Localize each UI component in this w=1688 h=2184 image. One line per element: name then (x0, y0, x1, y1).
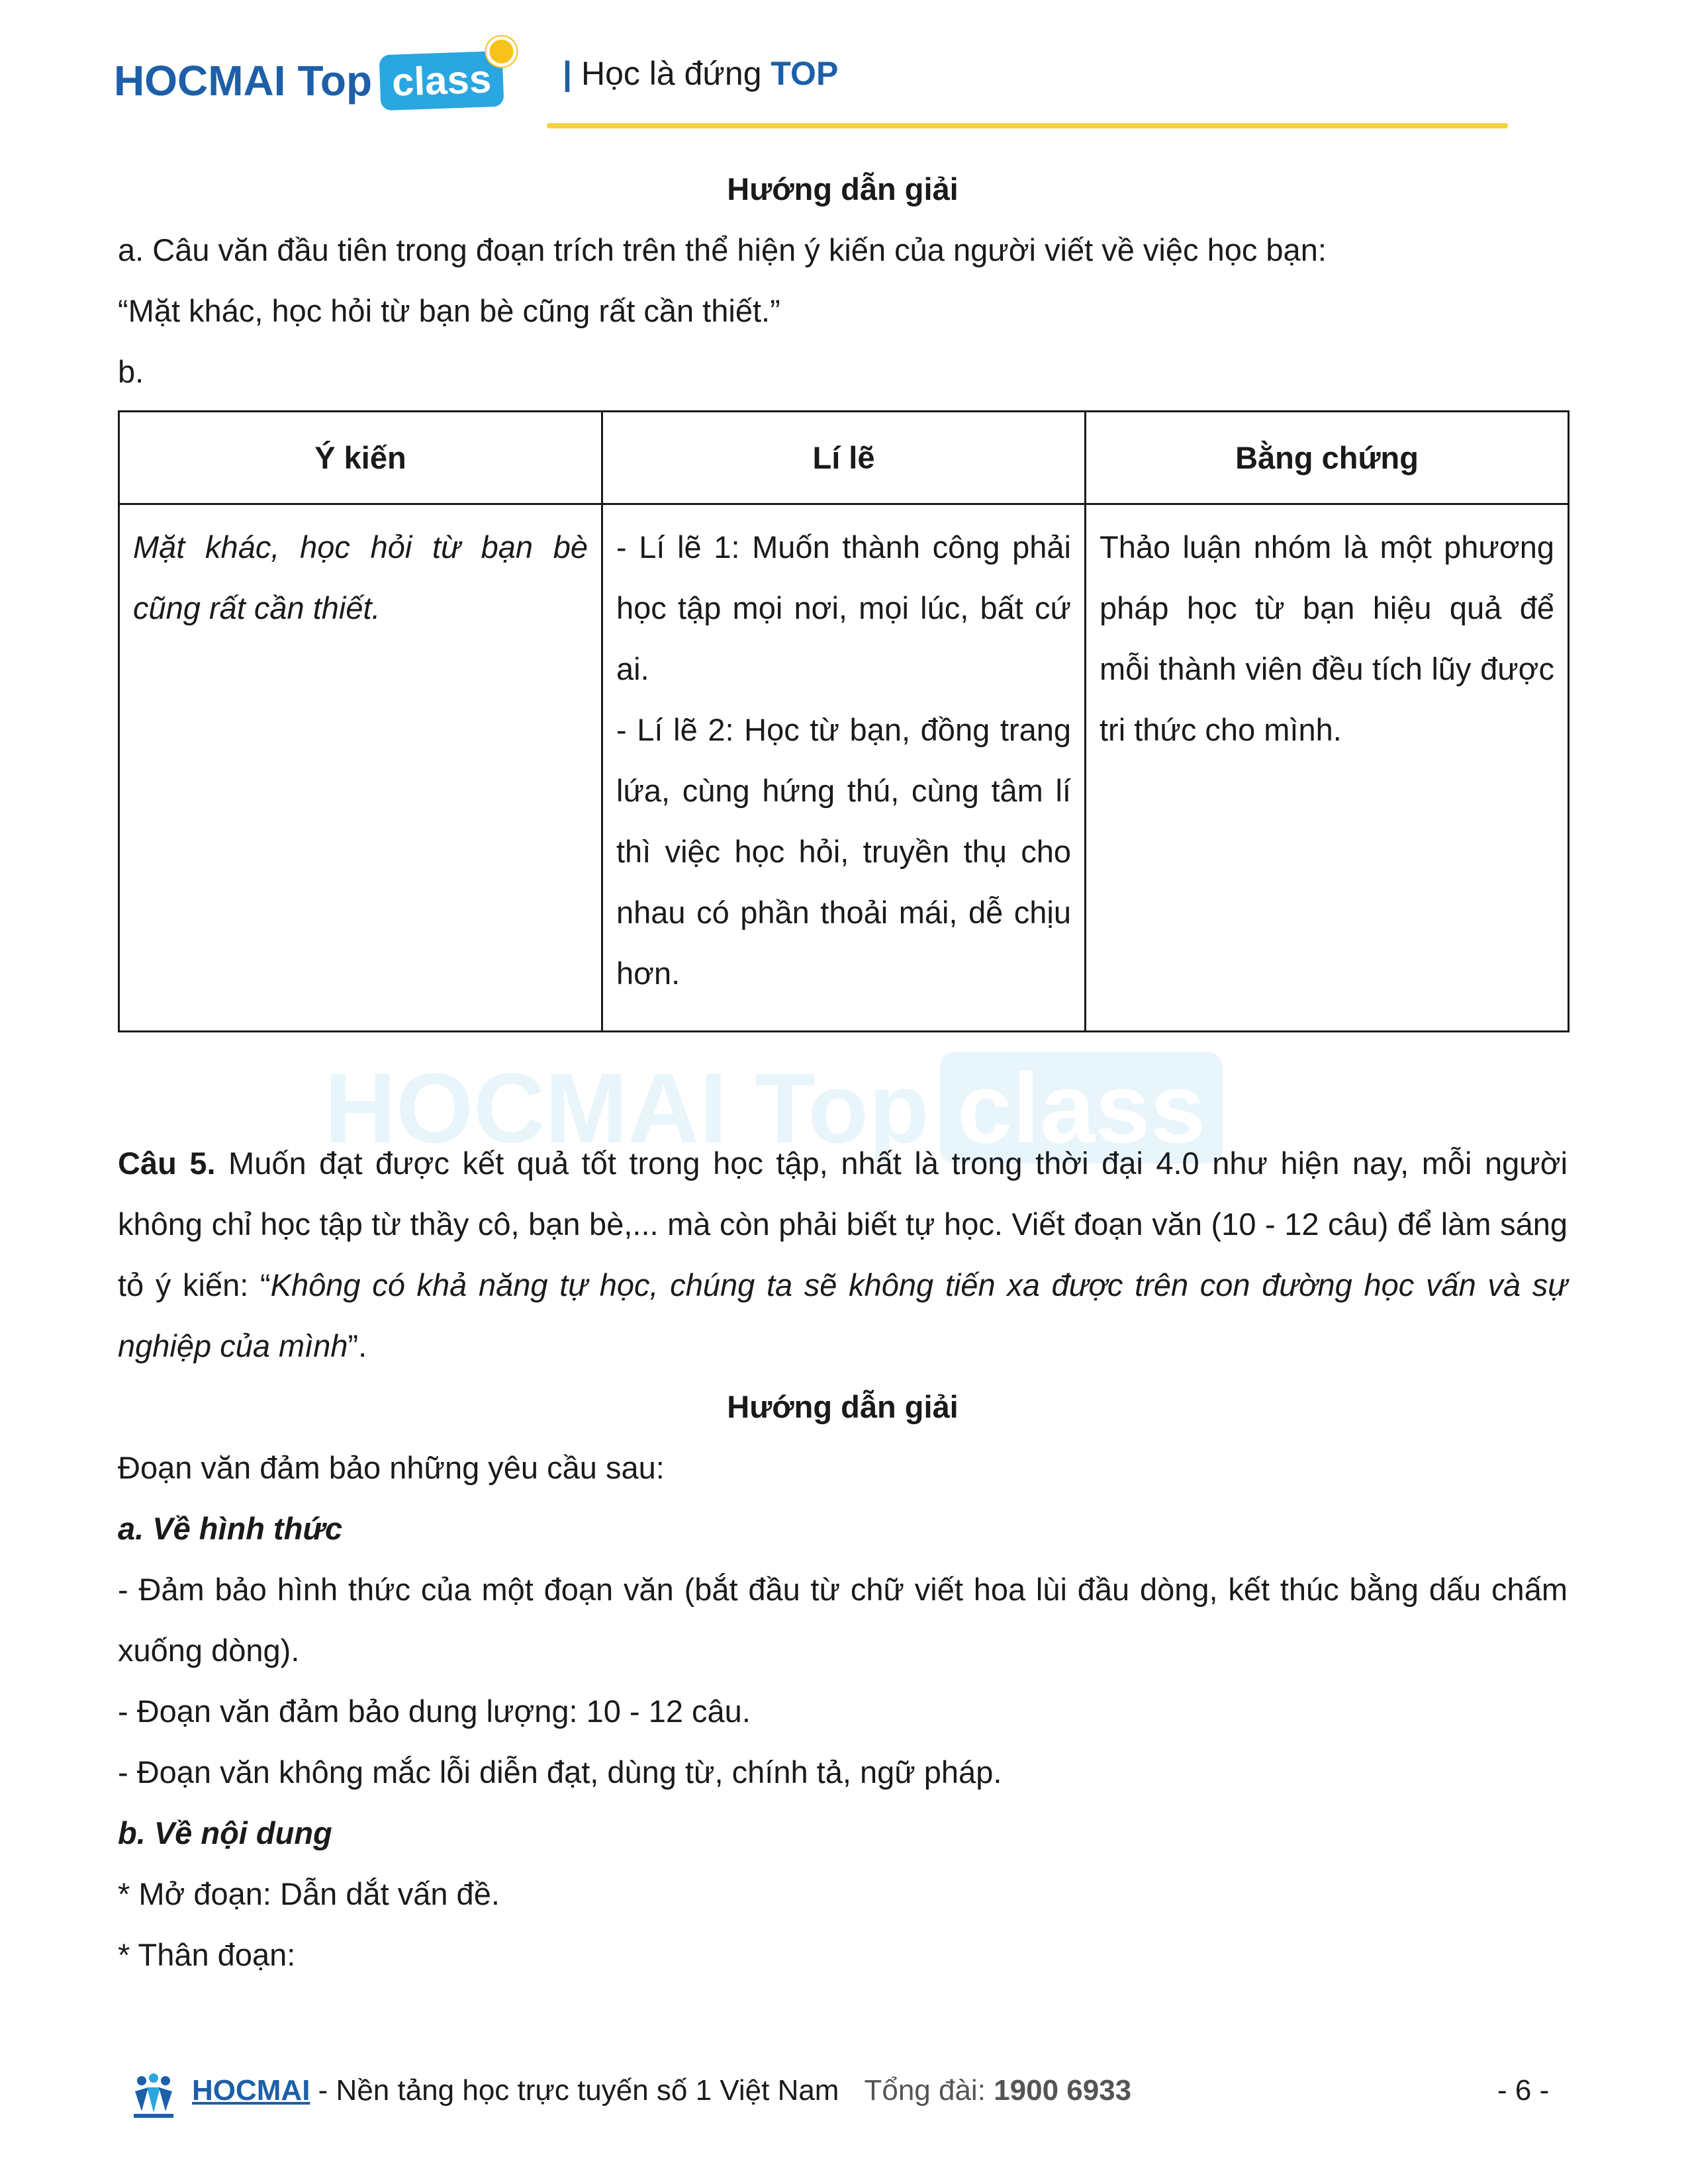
form-item: - Đoạn văn không mắc lỗi diễn đạt, dùng từ, chính tả, ngữ pháp. (118, 1754, 1002, 1790)
logo-class-text: class (391, 56, 492, 105)
section-1 (118, 159, 1568, 402)
question-5 (118, 1133, 1568, 1377)
reason-2: - Lí lẽ 2: Học từ bạn, đồng trang lứa, cùng hứng thú, cùng tâm lí thì việc học hỏi, truyền thụ cho nhau có phần thoải mái, dễ chịu hơn. (616, 712, 1071, 991)
hotline-label: Tổng đài: (864, 2074, 994, 2107)
form-item: - Đảm bảo hình thức của một đoạn văn (bắt đầu từ chữ viết hoa lùi đầu dòng, kết thúc bằng dấu chấm xuống dòng). (118, 1572, 1568, 1668)
table-row (119, 504, 1569, 1032)
table-header-reason: Lí lẽ (602, 412, 1086, 504)
table-cell-reasons (602, 504, 1086, 1032)
slogan (563, 54, 838, 93)
answer-a-quote: “Mặt khác, học hỏi từ bạn bè cũng rất cần thiết.” (118, 293, 780, 328)
section-2-heading: Hướng dẫn giải (727, 1389, 959, 1424)
question-5-paragraph (118, 1133, 1568, 1377)
page-footer (0, 2065, 1688, 2131)
table-header-evidence: Bằng chứng (1086, 412, 1569, 504)
requirements-intro: Đoạn văn đảm bảo những yêu cầu sau: (118, 1450, 665, 1485)
argument-table (118, 410, 1570, 1032)
page-header (0, 0, 1688, 139)
footer-tagline: - Nền tảng học trực tuyến số 1 Việt Nam (310, 2074, 839, 2107)
slogan-text: Học là đứng (581, 55, 762, 92)
page-number: - 6 - (1497, 2074, 1550, 2107)
answer-a-text: a. Câu văn đầu tiên trong đoạn trích trên thể hiện ý kiến của người viết về việc học bạn: (118, 232, 1327, 267)
table-header-row (119, 412, 1569, 504)
sun-icon (486, 36, 518, 68)
hocmai-topclass-logo (114, 48, 503, 114)
logo-hocmai-text: HOCMAI (114, 57, 286, 105)
table-cell-evidence: Thảo luận nhóm là một phương pháp học từ bạn hiệu quả để mỗi thành viên đều tích lũy được tri thức cho mình. (1086, 504, 1569, 1032)
form-title: a. Về hình thức (118, 1511, 343, 1546)
question-5-text: Muốn đạt được kết quả tốt trong học tập, nhất là trong thời đại 4.0 như hiện nay, mỗi người không chỉ học tập từ thầy cô, bạn bè,... mà còn phải biết tự học. Viết đoạn văn (10 - 12 câu) để làm sáng tỏ ý kiến: “ (118, 1146, 1568, 1302)
header-divider (547, 123, 1508, 128)
question-5-end: ”. (348, 1328, 367, 1363)
watermark-class: class (940, 1052, 1223, 1163)
content-item: * Thân đoạn: (118, 1937, 296, 1972)
content-item: * Mở đoạn: Dẫn dắt vấn đề. (118, 1876, 500, 1911)
footer-brand-link[interactable]: HOCMAI (192, 2074, 310, 2107)
reason-1: - Lí lẽ 1: Muốn thành công phải học tập mọi nơi, mọi lúc, bất cứ ai. (616, 529, 1071, 686)
question-5-quote: Không có khả năng tự học, chúng ta sẽ không tiến xa được trên con đường học vấn và sự nghiệp của mình (118, 1267, 1568, 1363)
hocmai-people-icon (130, 2071, 177, 2119)
logo-class-badge (379, 51, 504, 111)
footer-text (192, 2074, 1131, 2107)
logo-top-text: Top (297, 57, 373, 105)
watermark-top: Top (754, 1052, 929, 1163)
form-item: - Đoạn văn đảm bảo dung lượng: 10 - 12 câu. (118, 1694, 751, 1729)
footer-hotline (864, 2074, 1131, 2107)
question-5-label: Câu 5. (118, 1146, 216, 1181)
section-2 (118, 1377, 1568, 1985)
watermark-hocmai: HOCMAI (324, 1052, 727, 1163)
content-title: b. Về nội dung (118, 1815, 332, 1850)
slogan-divider: | (563, 55, 572, 92)
hotline-number: 1900 6933 (994, 2074, 1132, 2107)
table-header-opinion: Ý kiến (119, 412, 602, 504)
answer-b-label: b. (118, 354, 144, 389)
table-cell-opinion: Mặt khác, học hỏi từ bạn bè cũng rất cần thiết. (119, 504, 602, 1032)
slogan-top: TOP (771, 55, 839, 92)
section-1-heading: Hướng dẫn giải (727, 171, 959, 206)
